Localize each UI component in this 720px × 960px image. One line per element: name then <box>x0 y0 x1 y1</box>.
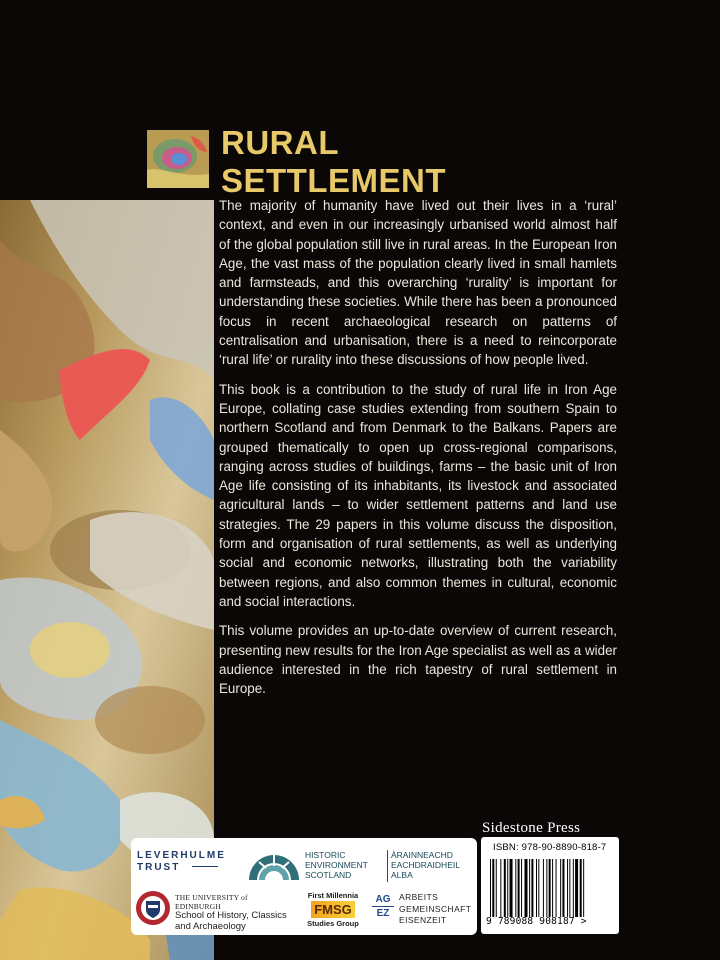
title-line-1: RURAL <box>221 124 339 161</box>
leverhulme-line-1: LEVERHULME <box>137 850 226 861</box>
book-title <box>221 124 641 200</box>
ag-line-1: ARBEITS <box>399 892 439 902</box>
edinburgh-crest-icon <box>135 890 171 926</box>
title-line-2: SETTLEMENT <box>221 162 446 199</box>
fmsg-mark: FMSG <box>311 901 355 918</box>
publisher-name: Sidestone Press <box>482 820 581 836</box>
hes-arch-icon <box>247 846 301 882</box>
fmsg-logo <box>302 891 364 928</box>
blurb-paragraph: This volume provides an up-to-date overview of current research, presenting new results for the Iron Age specialist as well as a wider audience interested in the rich tapestry of rural settlement in Europe. <box>219 623 617 697</box>
ag-ez-mark-icon <box>372 893 394 925</box>
back-cover-blurb <box>219 196 617 708</box>
isbn-barcode-box <box>481 837 619 934</box>
leverhulme-logo <box>137 850 226 873</box>
edinburgh-line-1: THE UNIVERSITY of EDINBURGH <box>175 893 248 911</box>
blurb-paragraph: This book is a contribution to the study of rural life in Iron Age Europe, collating case studies extending from southern Spain to northern Scotland and from Denmark to the Balkans. Papers are grouped thematically to open up cross-regional comparisons, ranging across studies of buildings, farms – the basic unit of Iron Age life consisting of its inhabitants, its livestock and associated agricultural lands – to wider settlement patterns and land use strategies. The 29 papers in this volume discuss the disposition, form and organisation of rural settlements, as well as underlying social and economic networks, illustrating both the variability between regions, and also common themes in cultural, economic and social interactions. <box>219 381 617 609</box>
ag-mark-top: AG <box>375 894 391 905</box>
fmsg-bottom: Studies Group <box>307 919 359 928</box>
hes-gd-line: ÀRAINNEACHD <box>391 850 453 860</box>
hes-en-line: HISTORIC <box>305 850 346 860</box>
leverhulme-line-2: TRUST <box>137 862 181 873</box>
hes-divider <box>387 850 388 882</box>
barcode-icon <box>490 859 608 917</box>
ag-line-2: GEMEINSCHAFT <box>399 903 472 914</box>
sponsor-logos-panel <box>131 838 477 935</box>
isbn-digits: 9 789088 908187 > <box>486 916 587 927</box>
blurb-paragraph: The majority of humanity have lived out their lives in a ‘rural’ context, and even in our increasingly urbanised world almost half of the global population still live in rural areas. In the European Iron Age, the vast mass of the population clearly lived in small hamlets and farmsteads, and this overarching ‘rurality’ is important for understanding these societies. While there has been a pronounced focus in recent archaeological research on patterns of centralisation and urbanisation, there is a need to reincorporate ‘rural life’ or rurality into these discussions of how people lived. <box>219 198 617 368</box>
edinburgh-line-3: and Archaeology <box>175 920 246 932</box>
isbn-label: ISBN: 978-90-8890-818-7 <box>493 842 607 853</box>
hes-gd-line: EACHDRAIDHEIL <box>391 860 460 870</box>
hes-gaelic-name <box>391 850 481 880</box>
hes-english-name <box>305 850 385 880</box>
hes-en-line: SCOTLAND <box>305 870 352 880</box>
hes-gd-line: ALBA <box>391 870 413 880</box>
map-thumbnail-image <box>147 130 209 188</box>
edinburgh-line-2: School of History, Classics <box>175 910 287 921</box>
ag-line-3: EISENZEIT <box>399 915 447 925</box>
hes-en-line: ENVIRONMENT <box>305 860 368 870</box>
ag-mark-bottom: EZ <box>376 908 390 919</box>
fmsg-top: First Millennia <box>307 891 359 900</box>
edinburgh-name <box>175 893 295 932</box>
ag-eisenzeit-name <box>399 892 479 927</box>
